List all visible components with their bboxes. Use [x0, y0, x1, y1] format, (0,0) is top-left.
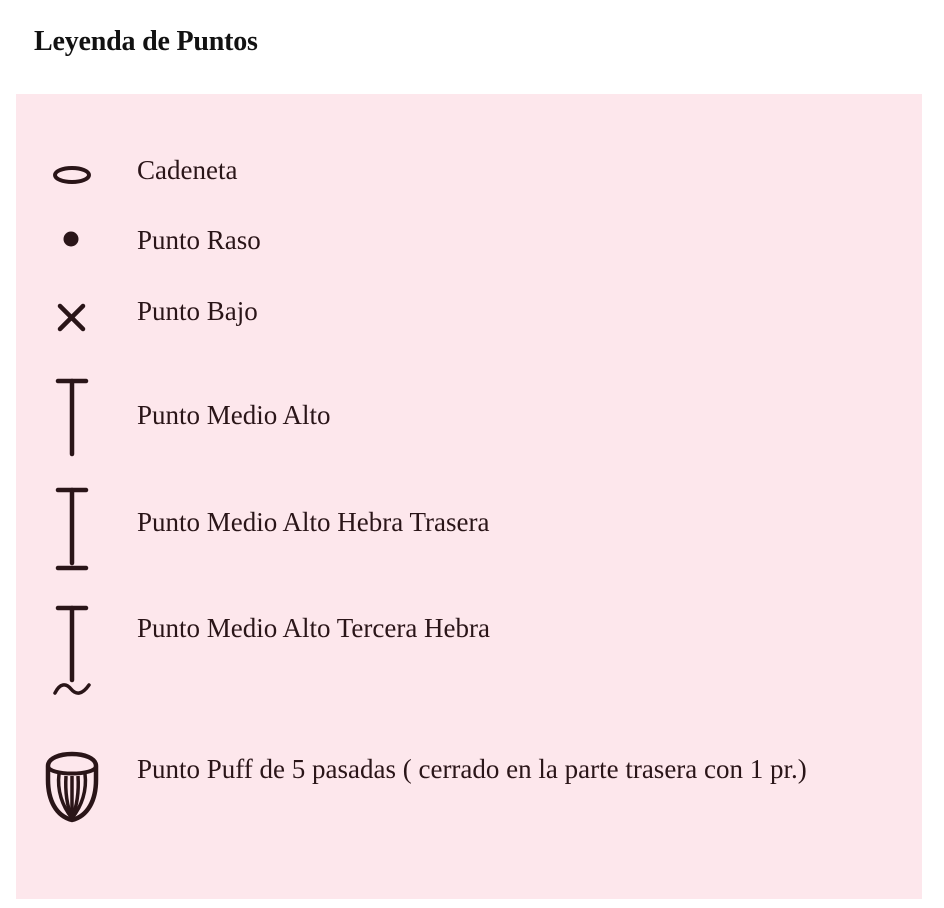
oval-chain-icon	[38, 160, 108, 190]
legend-label: Punto Medio Alto Hebra Trasera	[137, 507, 490, 537]
legend-label: Punto Medio Alto	[137, 400, 331, 430]
legend-label: Punto Bajo	[137, 296, 258, 326]
legend-title: Leyenda de Puntos	[34, 26, 258, 57]
legend-label: Punto Medio Alto Tercera Hebra	[137, 613, 491, 643]
dot-icon	[38, 225, 108, 255]
legend-label: Punto Puff de 5 pasadas ( cerrado en la parte trasera con 1 pr.)	[137, 754, 807, 784]
t-stitch-underline-icon	[38, 487, 108, 571]
puff-stitch-icon	[38, 740, 108, 824]
t-stitch-icon	[38, 378, 108, 458]
x-cross-icon	[38, 303, 108, 333]
legend-panel	[16, 94, 922, 899]
legend-label: Cadeneta	[137, 155, 238, 185]
t-stitch-tilde-icon	[38, 605, 108, 701]
legend-label: Punto Raso	[137, 225, 261, 255]
